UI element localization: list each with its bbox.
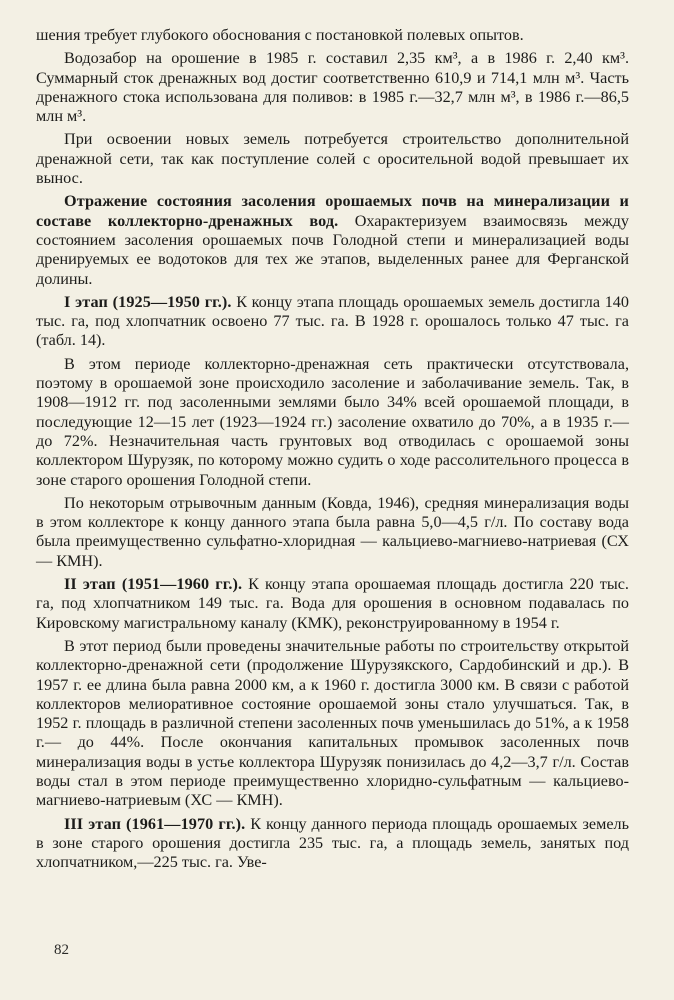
- stage-heading: III этап (1961—1970 гг.).: [64, 814, 246, 833]
- paragraph-text: Водозабор на орошение в 1985 г. составил 2,35 км³, а в 1986 г. 2,40 км³. Суммарный сток дренажных вод достиг соответственно 610,9 и 714,1 млн м³. Часть дренажного стока использована для поливов: в 1985 г.—32,7 млн м³, в 1986 г.—86,5 млн м³.: [36, 49, 629, 126]
- paragraph-text: При освоении новых земель потребуется строительство дополнительной дренажной сети, так как поступление солей с оросительной водой превышает их вынос.: [36, 130, 629, 188]
- section-heading: Отражение состояния засоления орошаемых почв на минерализации и составе коллекторно-дренажных вод.: [36, 192, 629, 230]
- paragraph-text: По некоторым отрывочным данным (Ковда, 1946), средняя минерализация воды в этом коллекторе к концу данного этапа была равна 5,0—4,5 г/л. По составу вода была преимущественно сульфатно-хлоридная — кальциево-магниево-натриевая (СХ — КМН).: [36, 493, 629, 570]
- paragraph-new-lands: [36, 130, 629, 188]
- paragraph-stage-1-drainage: [36, 355, 629, 490]
- paragraph-text: К концу данного периода площадь орошаемых земель в зоне старого орошения достигла 235 тыс. га, а площадь земель, занятых под хлопчатником,—225 тыс. га. Уве-: [36, 814, 630, 872]
- paragraph-text: К концу этапа площадь орошаемых земель достигла 140 тыс. га, под хлопчатник освоено 77 тыс. га. В 1928 г. орошалось только 47 тыс. га (табл. 14).: [36, 292, 629, 350]
- stage-heading: II этап (1951—1960 гг.).: [64, 575, 243, 594]
- stage-heading: I этап (1925—1950 гг.).: [64, 292, 232, 311]
- paragraph-text: Охарактеризуем взаимосвязь между состоянием засоления орошаемых почв Голодной степи и минерализацией воды дренируемых ее водотоков для тех же этапов, выделенных ранее для Ферганской долины.: [36, 211, 630, 288]
- paragraph-stage-1: [36, 293, 629, 351]
- paragraph-stage-3: [36, 815, 629, 873]
- paragraph-text: К концу этапа орошаемая площадь достигла 220 тыс. га, под хлопчатником 149 тыс. га. Вода для орошения в основном подавалась по Кировскому магистральному каналу (КМК), реконструированному в 1954 г.: [36, 575, 629, 632]
- paragraph-continued: [36, 26, 629, 45]
- paragraph-text: В этом периоде коллекторно-дренажная сеть практически отсутствовала, поэтому в орошаемой зоне происходило засоление и заболачивание земель. Так, в 1908—1912 гг. под засоленными землями было 34% всей орошаемой площади, в последующие 12—15 лет (1923—1924 гг.) засоление охватило до 70%, а в 1935 г.— до 72%. Незначительная часть грунтовых вод отводилась с орошаемой зоны коллектором Шурузяк, по которому можно судить о ходе рассолительного процесса в зоне старого орошения Голодной степи.: [36, 354, 629, 489]
- page-body: [36, 26, 629, 872]
- paragraph-text: шения требует глубокого обоснования с постановкой полевых опытов.: [36, 26, 524, 44]
- paragraph-stage-1-mineralization: [36, 494, 629, 571]
- paragraph-water-intake: [36, 49, 629, 126]
- page-number: 82: [54, 942, 69, 958]
- paragraph-salinity-reflection: [36, 192, 629, 288]
- paragraph-text: В этот период были проведены значительные работы по строительству открытой коллекторно-дренажной сети (продолжение Шурузякского, Сардобинский и др.). В 1957 г. ее длина была равна 2000 км, а к 1960 г. достигла 3000 км. В связи с работой коллекторов мелиоративное состояние орошаемой зоны стало улучшаться. Так, в 1952 г. площадь в различной степени засоленных почв уменьшилась до 51%, а к 1958 г.— до 44%. После окончания капитальных промывок засоленных почв минерализация воды в устье коллектора Шурузяк понизилась до 4,2—3,7 г/л. Состав воды стал в этом периоде преимущественно хлоридно-сульфатным — кальциево-магниево-натриевым (ХС — КМН).: [36, 636, 629, 810]
- paragraph-stage-2: [36, 575, 629, 633]
- paragraph-stage-2-works: [36, 637, 629, 811]
